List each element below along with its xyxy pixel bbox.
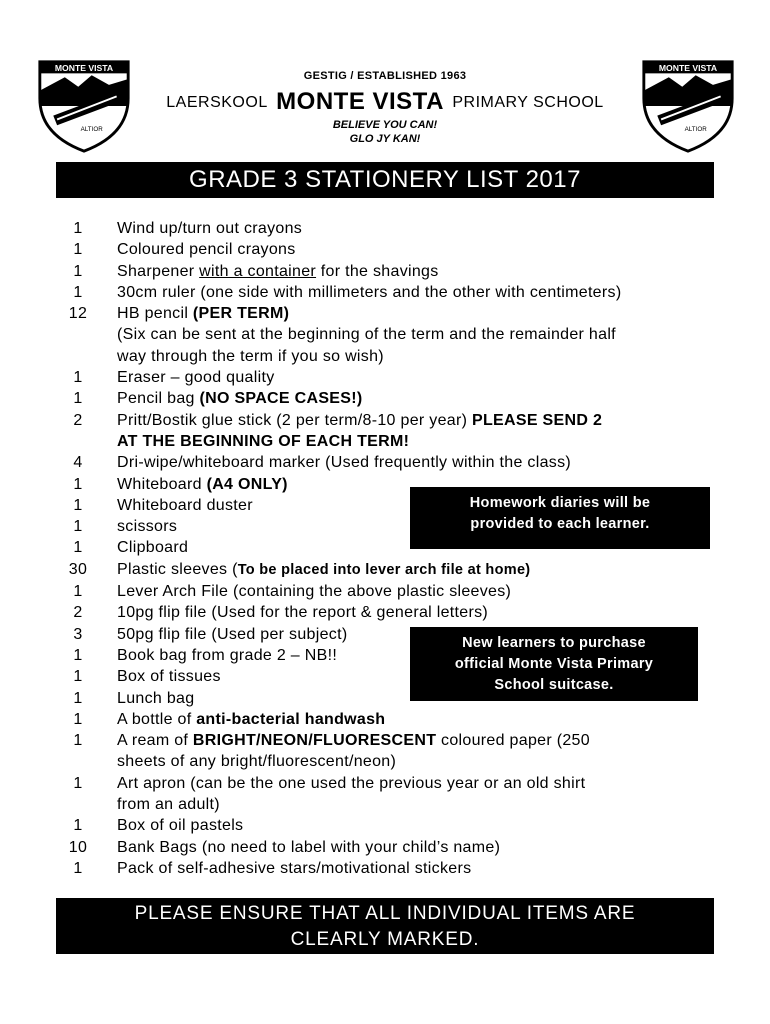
- item-quantity: 1: [73, 283, 83, 301]
- item-text: from an adult): [117, 796, 220, 814]
- item-text: (Six can be sent at the beginning of the term and the remainder half: [117, 326, 616, 344]
- item-text: 10pg flip file (Used for the report & general letters): [117, 604, 489, 622]
- item-quantity: 4: [73, 454, 83, 472]
- item-text: Whiteboard: [117, 475, 207, 493]
- item-description: [117, 858, 720, 879]
- item-description: [117, 303, 720, 324]
- item-description: [117, 730, 720, 751]
- item-text: 30cm ruler (one side with millimeters and the other with centimeters): [117, 283, 622, 301]
- item-quantity: 1: [73, 369, 83, 387]
- item-quantity: 1: [73, 496, 83, 514]
- item-description: [117, 367, 720, 388]
- item-quantity: 3: [73, 625, 83, 643]
- item-text: A ream of: [117, 732, 193, 750]
- item-description: [117, 452, 720, 473]
- item-quantity: 1: [73, 817, 83, 835]
- item-description: [117, 239, 720, 260]
- list-item: [60, 303, 720, 324]
- item-description: [117, 261, 720, 282]
- school-name: MONTE VISTA: [276, 88, 444, 115]
- list-item: [60, 581, 720, 602]
- item-text: Lever Arch File (containing the above plastic sleeves): [117, 583, 512, 601]
- item-quantity: 1: [73, 646, 83, 664]
- list-item: [60, 709, 720, 730]
- motto-afrikaans: GLO JY KAN!: [349, 133, 421, 145]
- item-description: [117, 581, 720, 602]
- item-text: Whiteboard duster: [117, 496, 253, 514]
- item-quantity: [60, 431, 96, 452]
- crest-left-text: SEMPER: [43, 99, 71, 107]
- school-name-line: [0, 88, 770, 116]
- item-quantity: 1: [73, 710, 83, 728]
- item-description: [117, 837, 720, 858]
- list-item: [60, 282, 720, 303]
- item-quantity: 1: [73, 220, 83, 237]
- notice-line: Homework diaries will be: [469, 495, 651, 511]
- banner-line: PLEASE ENSURE THAT ALL INDIVIDUAL ITEMS ARE: [134, 903, 636, 924]
- item-text: Dri-wipe/whiteboard marker (Used frequently within the class): [117, 454, 572, 472]
- item-text: Box of tissues: [117, 668, 221, 686]
- item-quantity: 1: [73, 518, 83, 536]
- item-description: [117, 602, 720, 623]
- item-quantity: 1: [73, 475, 83, 493]
- item-text: Bank Bags (no need to label with your child’s name): [117, 838, 501, 856]
- item-quantity: 1: [73, 241, 83, 259]
- item-text: Lunch bag: [117, 689, 195, 707]
- item-text: (NO SPACE CASES!): [199, 390, 363, 408]
- crest-top-text: MONTE VISTA: [658, 62, 718, 73]
- list-item: [60, 773, 720, 794]
- item-text: Pack of self-adhesive stars/motivational stickers: [117, 859, 472, 877]
- established-line: GESTIG / ESTABLISHED 1963: [303, 70, 467, 82]
- item-description: [117, 218, 720, 239]
- school-prefix: LAERSKOOL: [166, 94, 268, 111]
- notice-line: provided to each learner.: [470, 516, 650, 532]
- item-text: Clipboard: [117, 539, 189, 557]
- list-item: [60, 452, 720, 473]
- item-quantity: 2: [73, 604, 83, 622]
- item-text: HB pencil: [117, 305, 193, 323]
- item-text: BRIGHT/NEON/FLUORESCENT: [192, 732, 437, 750]
- item-quantity: [60, 346, 96, 367]
- list-item: [60, 367, 720, 388]
- list-item: [60, 431, 720, 452]
- suitcase-notice: [410, 627, 698, 701]
- motto-english: BELIEVE YOU CAN!: [332, 119, 438, 131]
- item-quantity: 1: [73, 774, 83, 792]
- item-text: way through the term if you so wish): [117, 347, 384, 365]
- item-description: [117, 282, 720, 303]
- list-item: [60, 858, 720, 879]
- item-text: sheets of any bright/fluorescent/neon): [117, 753, 397, 771]
- list-item: [60, 388, 720, 409]
- item-text: AT THE BEGINNING OF EACH TERM!: [117, 432, 410, 450]
- item-description: [117, 751, 720, 772]
- item-text: Eraser – good quality: [117, 369, 275, 387]
- item-text: A bottle of: [117, 710, 197, 728]
- item-description: [117, 815, 720, 836]
- list-item: [60, 815, 720, 836]
- list-item: [60, 261, 720, 282]
- school-suffix: PRIMARY SCHOOL: [452, 94, 604, 111]
- item-text: (PER TERM): [192, 305, 290, 323]
- list-item: [60, 239, 720, 260]
- item-text: Pencil bag: [117, 390, 200, 408]
- item-quantity: 30: [68, 560, 88, 578]
- item-description: [117, 773, 720, 794]
- item-text: Wind up/turn out crayons: [117, 220, 303, 237]
- item-text: 50pg flip file (Used per subject): [117, 625, 348, 643]
- label-reminder-banner: [56, 898, 714, 954]
- page-title: GRADE 3 STATIONERY LIST 2017: [56, 162, 714, 198]
- item-text: Plastic sleeves (: [117, 560, 238, 578]
- list-item: [60, 346, 720, 367]
- crest-right-text: ALTIOR: [80, 125, 103, 133]
- crest-left-text: SEMPER: [647, 99, 675, 107]
- item-quantity: [60, 751, 96, 772]
- notice-line: official Monte Vista Primary: [454, 656, 654, 672]
- item-text: anti-bacterial handwash: [196, 710, 386, 728]
- list-item: [60, 559, 720, 581]
- item-description: [117, 709, 720, 730]
- list-item: [60, 410, 720, 431]
- list-item: [60, 751, 720, 772]
- item-text: coloured paper (250: [436, 732, 590, 750]
- list-item: [60, 730, 720, 751]
- notice-line: New learners to purchase: [462, 635, 646, 651]
- item-quantity: 1: [73, 732, 83, 750]
- item-text: Pritt/Bostik glue stick (2 per term/8-10 per year): [117, 411, 472, 429]
- item-description: [117, 559, 720, 581]
- item-quantity: 1: [73, 859, 83, 877]
- homework-diary-notice: [410, 487, 710, 549]
- item-quantity: 10: [68, 838, 88, 856]
- item-quantity: 12: [68, 305, 88, 323]
- item-quantity: 1: [73, 390, 83, 408]
- item-description: [117, 431, 720, 452]
- item-description: [117, 346, 720, 367]
- list-item: [60, 794, 720, 815]
- item-text: for the shavings: [316, 262, 439, 280]
- item-text: Box of oil pastels: [117, 817, 244, 835]
- crest-top-text: MONTE VISTA: [54, 62, 114, 73]
- item-description: [117, 324, 720, 345]
- list-item: [60, 218, 720, 239]
- item-text: with a container: [199, 262, 317, 280]
- list-item: [60, 837, 720, 858]
- item-description: [117, 794, 720, 815]
- item-quantity: [60, 794, 96, 815]
- item-quantity: 1: [73, 668, 83, 686]
- item-quantity: 1: [73, 539, 83, 557]
- item-description: [117, 388, 720, 409]
- item-quantity: 1: [73, 583, 83, 601]
- item-text: To be placed into lever arch file at home): [237, 561, 531, 578]
- item-text: PLEASE SEND 2: [471, 411, 603, 429]
- item-description: [117, 410, 720, 431]
- item-quantity: 1: [73, 689, 83, 707]
- item-quantity: 2: [73, 411, 83, 429]
- item-text: Coloured pencil crayons: [117, 241, 296, 259]
- item-quantity: 1: [73, 262, 83, 280]
- banner-line: CLEARLY MARKED.: [290, 929, 480, 950]
- crest-right-text: ALTIOR: [684, 125, 707, 133]
- list-item: [60, 602, 720, 623]
- item-text: Book bag from grade 2 – NB!!: [117, 646, 338, 664]
- item-text: Sharpener: [117, 262, 200, 280]
- item-text: scissors: [117, 518, 178, 536]
- notice-line: School suitcase.: [494, 677, 614, 693]
- item-quantity: [60, 324, 96, 345]
- item-text: (A4 ONLY): [206, 475, 288, 493]
- item-text: Art apron (can be the one used the previous year or an old shirt: [117, 774, 586, 792]
- list-item: [60, 324, 720, 345]
